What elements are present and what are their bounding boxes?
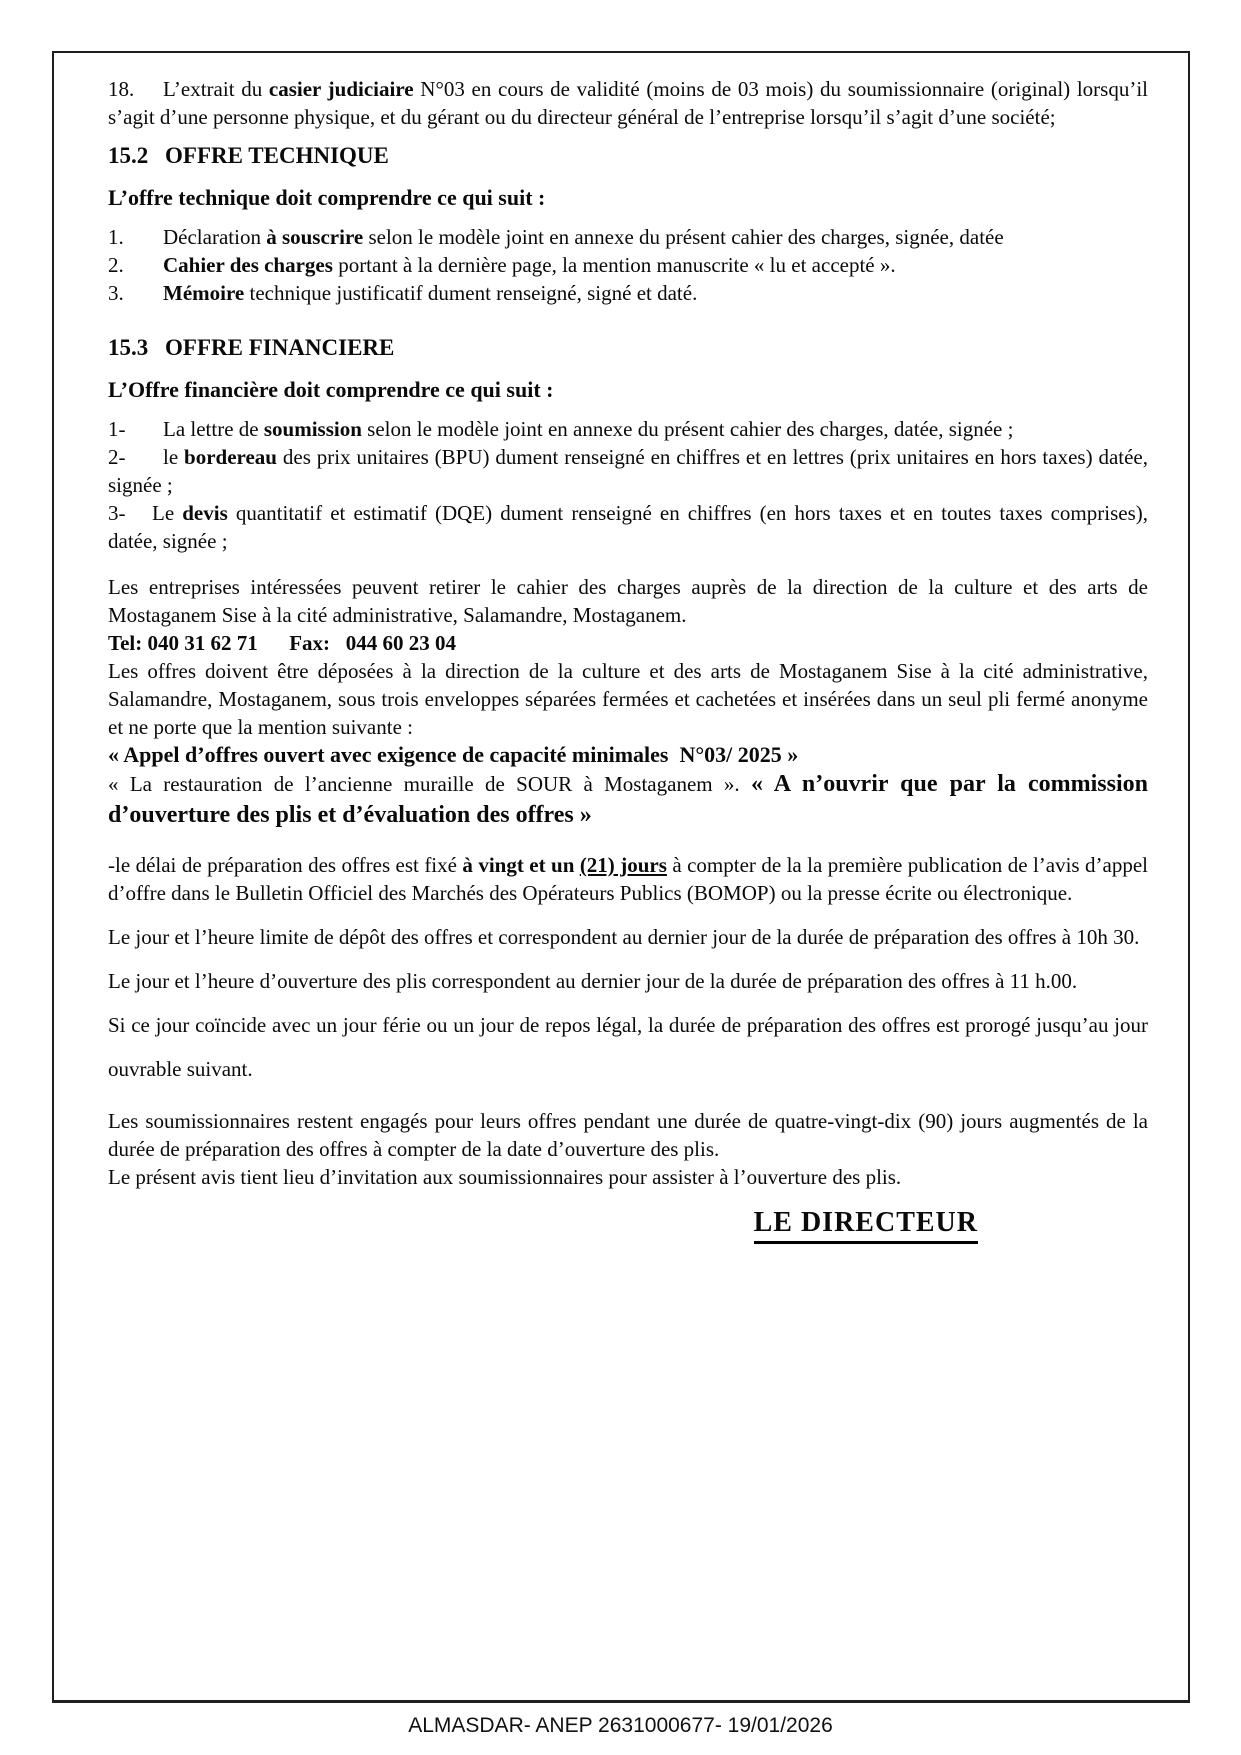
technique-item-3 — [108, 279, 1148, 307]
financiere-item-3 — [108, 499, 1148, 555]
section-15-3-title: OFFRE FINANCIERE — [165, 335, 395, 360]
item-text: le — [163, 445, 185, 469]
clause-18-text: L’extrait du — [163, 77, 269, 101]
section-heading-15-2 — [108, 143, 1148, 169]
clause-18-number: 18. — [108, 77, 135, 101]
item-text-2: selon le modèle joint en annexe du présent cahier des charges, signée, datée — [363, 225, 1004, 249]
item-text: Déclaration — [163, 225, 267, 249]
deadlines-block — [108, 915, 1148, 1091]
appel-offres-mention: « Appel d’offres ouvert avec exigence de capacité minimales N°03/ 2025 » — [108, 742, 799, 767]
item-number: 1. — [108, 225, 124, 249]
invitation-paragraph: Le présent avis tient lieu d’invitation aux soumissionnaires pour assister à l’ouverture des plis. — [108, 1165, 902, 1189]
clause-18-bold: casier judiciaire — [268, 77, 414, 101]
commission-bold: « A n’ouvrir que par la commission d’ouverture des plis et d’évaluation des offres » — [108, 771, 1148, 828]
item-number: 1- — [108, 417, 126, 441]
section-15-3-number: 15.3 — [108, 335, 149, 360]
clause-18-text-2: N°03 en cours de validité (moins de 03 mois) du soumissionnaire (original) lorsqu’il s’agit d’une personne physique, et du gérant ou du directeur général de l’entreprise lorsqu’il s’agit d’une société; — [108, 77, 1149, 129]
item-bold: à souscrire — [266, 225, 364, 249]
delai-text-2: à compter de la la première publication de l’avis d’appel d’offre dans le Bulletin Officiel des Marchés des Opérateurs Publics (BOMOP) ou la presse écrite ou électronique. — [108, 853, 1148, 905]
financiere-item-1 — [108, 415, 1148, 443]
retrait-paragraph: Les entreprises intéressées peuvent retirer le cahier des charges auprès de la direction de la culture et des arts de Mostaganem Sise à la cité administrative, Salamandre, Mostaganem. — [108, 575, 1148, 627]
delai-text: -le délai de préparation des offres est fixé — [108, 853, 463, 877]
item-text: Le — [152, 501, 183, 525]
financiere-item-2 — [108, 443, 1148, 499]
section-heading-15-3 — [108, 335, 1148, 361]
engagement-paragraph: Les soumissionnaires restent engagés pour leurs offres pendant une durée de quatre-vingt-dix (90) jours augmentés de la durée de préparation des offres à compter de la date d’ouverture des plis. — [108, 1109, 1148, 1161]
item-text-2: quantitatif et estimatif (DQE) dument renseigné en chiffres (en hors taxes et en toutes taxes comprises), datée, signée ; — [108, 501, 1148, 553]
offre-technique-intro: L’offre technique doit comprendre ce qui suit : — [108, 185, 546, 210]
item-bold: devis — [182, 501, 228, 525]
tel-fax-line: Tel: 040 31 62 71 Fax: 044 60 23 04 — [108, 631, 457, 655]
item-text-2: des prix unitaires (BPU) dument renseigné en chiffres et en lettres (prix unitaires en hors taxes) datée, signée ; — [108, 445, 1149, 497]
anep-footer: ALMASDAR- ANEP 2631000677- 19/01/2026 — [408, 1714, 833, 1737]
technique-item-2 — [108, 251, 1148, 279]
document-border-frame — [52, 51, 1190, 1703]
item-number: 2- — [108, 445, 126, 469]
depot-limite-paragraph: Le jour et l’heure limite de dépôt des offres et correspondent au dernier jour de la durée de préparation des offres à 10h 30. — [108, 925, 1140, 949]
depot-paragraph: Les offres doivent être déposées à la direction de la culture et des arts de Mostaganem Sise à la cité administrative, Salamandre, Mostaganem, sous trois enveloppes séparées fermées et cachetées et insérées dans un seul pli fermé anonyme et ne porte que la mention suivante : — [108, 659, 1148, 739]
delai-bold-underline: (21) jours — [579, 853, 667, 877]
item-number: 3. — [108, 281, 124, 305]
item-text-2: portant à la dernière page, la mention manuscrite « lu et accepté ». — [332, 253, 896, 277]
item-bold: soumission — [263, 417, 362, 441]
item-bold: Cahier des charges — [163, 253, 333, 277]
ouverture-plis-paragraph: Le jour et l’heure d’ouverture des plis correspondent au dernier jour de la durée de préparation des offres à 11 h.00. — [108, 969, 1078, 993]
item-text-2: technique justificatif dument renseigné, signé et daté. — [244, 281, 698, 305]
technique-item-1 — [108, 223, 1148, 251]
item-number: 2. — [108, 253, 124, 277]
delai-paragraph — [108, 851, 1148, 907]
section-15-2-title: OFFRE TECHNIQUE — [165, 143, 389, 168]
directeur-signature: LE DIRECTEUR — [754, 1207, 978, 1244]
restauration-paragraph — [108, 769, 1148, 831]
restauration-text: « La restauration de l’ancienne muraille de SOUR à Mostaganem ». — [108, 772, 752, 796]
section-15-2-number: 15.2 — [108, 143, 149, 168]
item-bold: bordereau — [184, 445, 277, 469]
jour-ferie-paragraph: Si ce jour coïncide avec un jour férie ou un jour de repos légal, la durée de préparation des offres est prorogé jusqu’au jour ouvrable suivant. — [108, 1013, 1148, 1081]
signature-line — [108, 1207, 1148, 1244]
item-text: La lettre de — [163, 417, 264, 441]
delai-bold: à vingt et un — [462, 853, 580, 877]
offre-financiere-intro: L’Offre financière doit comprendre ce qui suit : — [108, 377, 554, 402]
item-bold: Mémoire — [163, 281, 245, 305]
clause-18 — [108, 75, 1148, 131]
item-text-2: selon le modèle joint en annexe du présent cahier des charges, datée, signée ; — [361, 417, 1014, 441]
item-number: 3- — [108, 501, 126, 525]
